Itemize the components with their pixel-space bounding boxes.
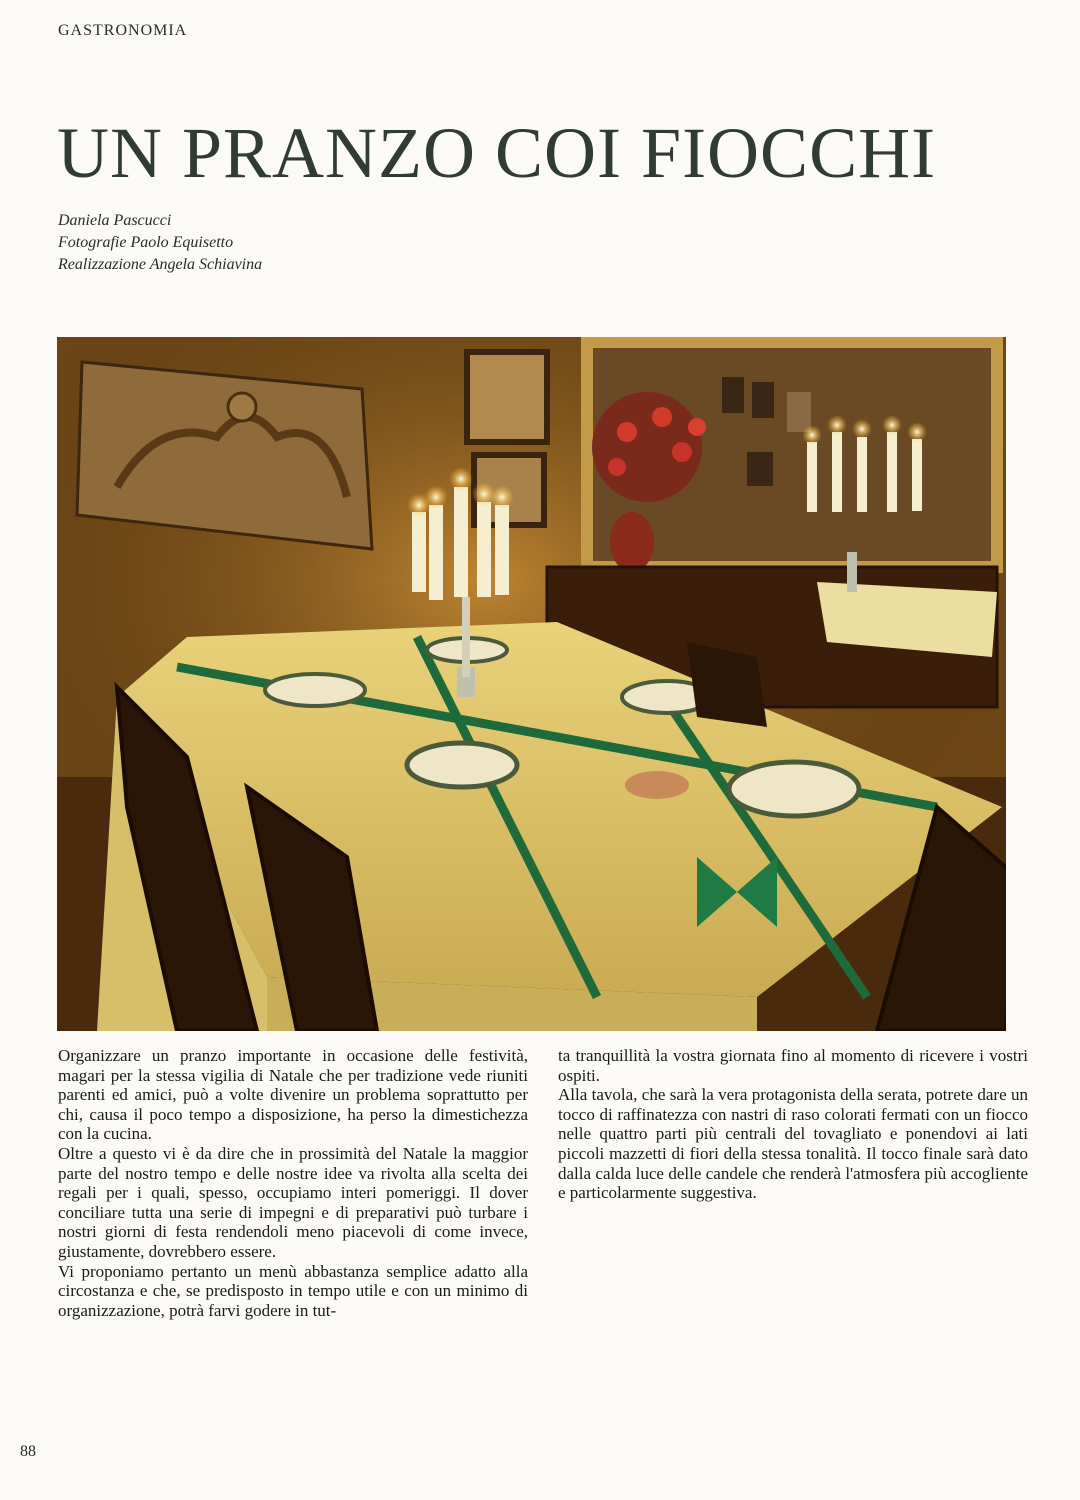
body-column-right xyxy=(558,1046,1028,1203)
paragraph: Organizzare un pranzo importante in occasione delle festività, magari per la stessa vigilia di Natale che per tradizione vede riuniti parenti ed amici, può a volte divenire un problema soprattutto per chi, causa il poco tempo a disposizione, ha perso la dimestichezza con la cucina. xyxy=(58,1046,528,1144)
dining-table-photo xyxy=(57,337,1006,1031)
credit-author: Daniela Pascucci xyxy=(58,212,172,229)
paragraph: Alla tavola, che sarà la vera protagonista della serata, potrete dare un tocco di raffinatezza con nastri di raso colorati fermati con un fiocco nelle quattro parti più centrali del tovagliato e ponendovi ai lati piccoli mazzetti di fiori della stessa tonalità. Il tocco finale sarà dato dalla calda luce delle candele che renderà l'atmosfera più accogliente e particolarmente suggestiva. xyxy=(558,1085,1028,1203)
paragraph: Oltre a questo vi è da dire che in prossimità del Natale la maggior parte del nostro tempo e delle nostre idee va rivolta alla scelta dei regali per i quali, spesso, occupiamo interi pomeriggi. Il dover conciliare tutta una serie di impegni e di preparativi può turbare i nostri giorni di festa rendendoli meno piacevoli di come invece, giustamente, dovrebbero essere. xyxy=(58,1143,528,1261)
body-column-left xyxy=(58,1046,528,1320)
page-title: UN PRANZO COI FIOCCHI xyxy=(57,113,937,193)
credits xyxy=(58,210,262,276)
wall-frame-top xyxy=(467,352,547,442)
paragraph: Vi proponiamo pertanto un menù abbastanza semplice adatto alla circostanza e che, se predisposto in tempo utile e con un minimo di organizzazione, potrà farvi godere in tut- xyxy=(58,1261,528,1320)
credit-photographer: Fotografie Paolo Equisetto xyxy=(58,234,234,251)
credit-production: Realizzazione Angela Schiavina xyxy=(58,256,263,273)
paragraph: ta tranquillità la vostra giornata fino al momento di ricevere i vostri ospiti. xyxy=(558,1046,1028,1085)
wall-plaque xyxy=(77,362,372,549)
page-number: 88 xyxy=(20,1443,36,1460)
section-label: GASTRONOMIA xyxy=(58,22,188,39)
